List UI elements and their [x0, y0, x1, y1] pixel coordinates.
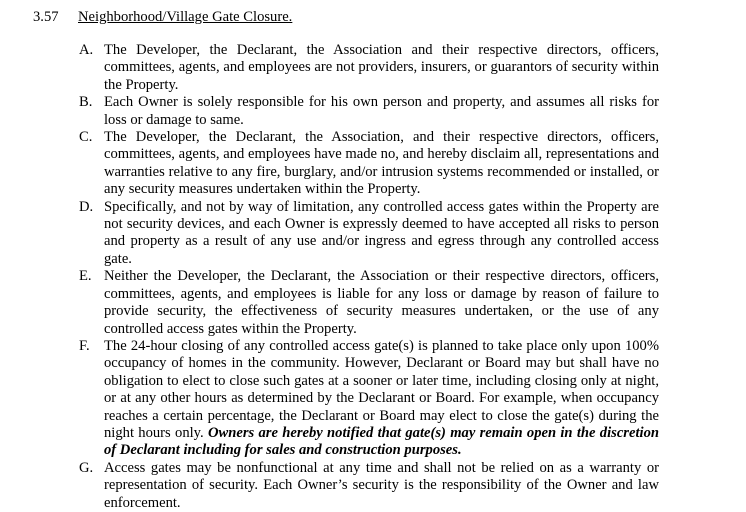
item-letter: E.: [79, 268, 92, 285]
section-title: Neighborhood/Village Gate Closure.: [78, 9, 293, 25]
item-letter: F.: [79, 337, 90, 354]
list-item-g: [79, 460, 659, 512]
list-item-a: [79, 42, 659, 94]
item-text-block: [104, 338, 659, 460]
list-item-e: [79, 268, 659, 338]
list-item-d: [79, 199, 659, 269]
item-text: The Developer, the Declarant, the Association, and their respective directors, officers, committees, agents, and employees have made no, and hereby disclaim all, representations and warranties relative to any fire, burglary, and/or intrusion systems recommended or installed, or any security measures undertaken within the Property.: [104, 129, 659, 198]
list-item-f: [79, 338, 659, 460]
section-number: 3.57: [33, 9, 59, 25]
item-text: The 24-hour closing of any controlled access gate(s) is planned to take place only upon 100% occupancy of homes in the community. However, Declarant or Board may but shall have no obligation to elect to close such gates at a sooner or later time, including closing only at night, or at any other hours as determined by the Declarant or Board. For example, when occupancy reaches a certain percentage, the Declarant or Board may elect to close the gate(s) during the night hours only.: [104, 337, 659, 441]
item-text: Each Owner is solely responsible for his own person and property, and assumes all risks for loss or damage to same.: [104, 94, 659, 128]
item-letter: C.: [79, 129, 93, 146]
item-text: Specifically, and not by way of limitation, any controlled access gates within the Property are not security devices, and each Owner is expressly deemed to have accepted all risks to person and property as a result of any use and/or ingress and egress through any controlled access gate.: [104, 198, 659, 267]
item-text: The Developer, the Declarant, the Association and their respective directors, officers, committees, agents, and employees are not providers, insurers, or guarantors of security within the Property.: [104, 42, 659, 93]
item-emphasis-text: Owners are hereby notified that gate(s) may remain open in the discretion of Declarant including for sales and construction purposes.: [104, 424, 659, 459]
item-letter: G.: [79, 459, 94, 476]
list-item-b: [79, 94, 659, 129]
item-letter: B.: [79, 94, 93, 111]
item-text: Access gates may be nonfunctional at any time and shall not be relied on as a warranty or representation of security. Each Owner’s security is the responsibility of the Owner and law enforcement.: [104, 459, 659, 511]
section-header: [33, 9, 292, 26]
item-letter: A.: [79, 42, 94, 58]
list-item-c: [79, 129, 659, 199]
item-text: Neither the Developer, the Declarant, the Association or their respective directors, officers, committees, agents, and employees is liable for any loss or damage by reason of failure to provide security, the effectiveness of security measures undertaken, or the use of any controlled access gates within the Property.: [104, 268, 659, 337]
item-list: [79, 42, 659, 512]
item-letter: D.: [79, 198, 94, 215]
